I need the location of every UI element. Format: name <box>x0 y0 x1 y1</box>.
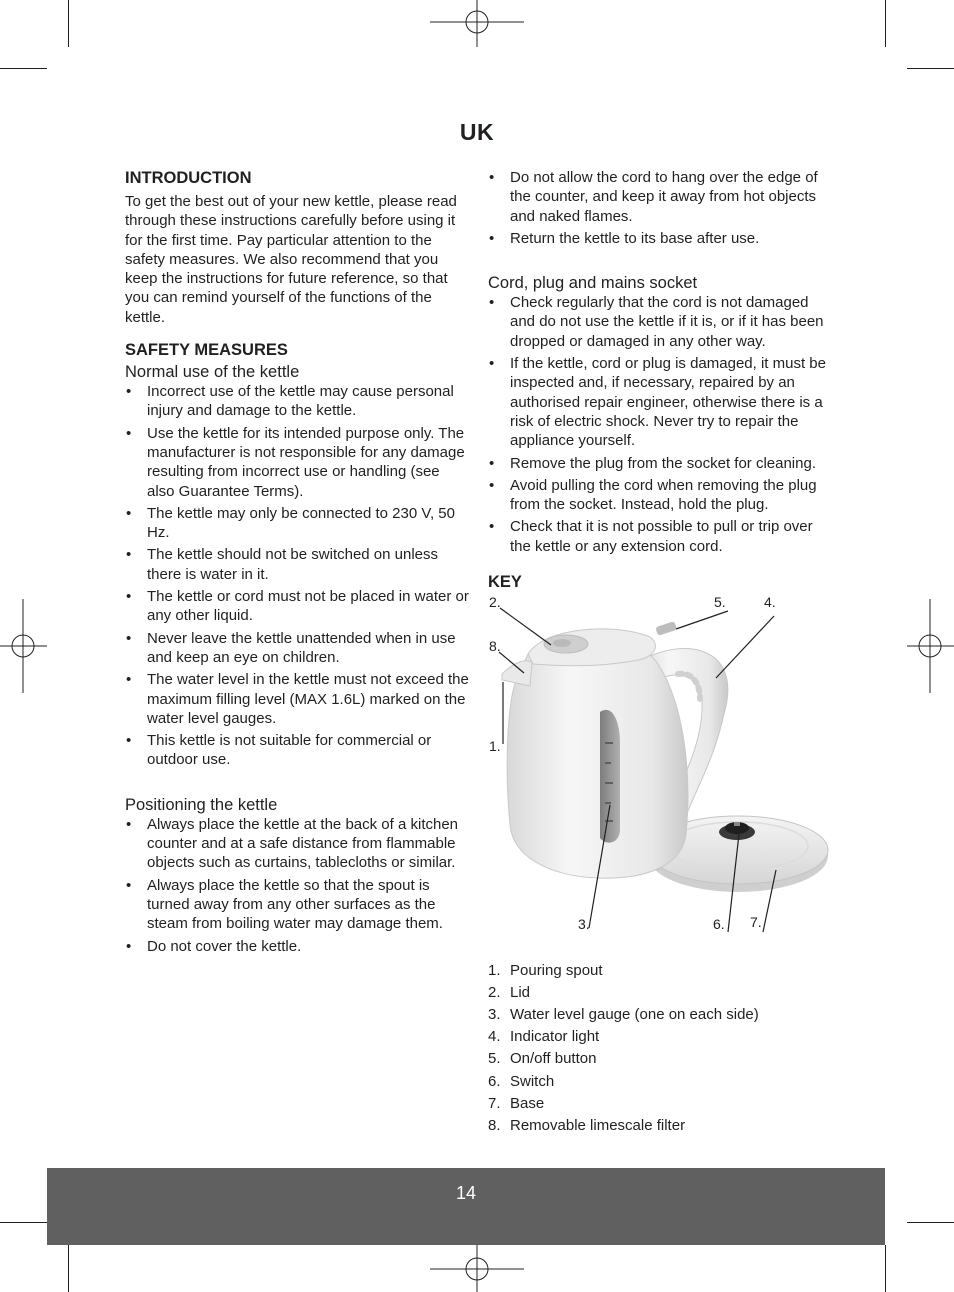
registration-mark-left <box>0 599 47 693</box>
crop-mark <box>907 1222 954 1223</box>
list-item: • Remove the plug from the socket for cleaning. <box>488 454 833 473</box>
key-item: 6. Switch <box>488 1072 555 1090</box>
page-footer <box>47 1168 885 1245</box>
normal-use-heading: Normal use of the kettle <box>125 363 300 382</box>
list-item: • Always place the kettle at the back of a kitchen counter and at a safe distance from flammable objects such as curtains, tablecloths or similar. <box>125 815 470 873</box>
callout-1: 1. <box>489 738 501 755</box>
list-item: • Avoid pulling the cord when removing the plug from the socket. Instead, hold the plug. <box>488 476 833 515</box>
positioning-heading: Positioning the kettle <box>125 795 278 814</box>
crop-mark <box>907 68 954 69</box>
key-list <box>488 961 833 1135</box>
list-item: • Do not cover the kettle. <box>125 937 470 956</box>
key-heading: KEY <box>488 573 522 592</box>
callout-6: 6. <box>713 916 725 933</box>
right-column <box>488 168 833 1138</box>
key-item: 5. On/off button <box>488 1050 597 1068</box>
crop-mark <box>0 1222 47 1223</box>
list-item: • This kettle is not suitable for commercial or outdoor use. <box>125 731 470 770</box>
key-item: 7. Base <box>488 1094 545 1112</box>
cord-heading: Cord, plug and mains socket <box>488 274 698 293</box>
key-item: 8. Removable limescale filter <box>488 1116 686 1134</box>
list-item: • The kettle should not be switched on unless there is water in it. <box>125 545 470 584</box>
page-number: 14 <box>455 1183 477 1203</box>
list-item: • Never leave the kettle unattended when in use and keep an eye on children. <box>125 629 470 668</box>
cord-list <box>488 293 833 556</box>
positioning-list <box>125 815 470 956</box>
list-item: • Do not allow the cord to hang over the edge of the counter, and keep it away from hot objects and naked flames. <box>488 168 833 226</box>
key-item: 3. Water level gauge (one on each side) <box>488 1006 759 1024</box>
callout-4: 4. <box>764 594 776 611</box>
key-item: 4. Indicator light <box>488 1028 600 1046</box>
key-item: 2. Lid <box>488 984 531 1002</box>
crop-mark <box>68 1245 69 1292</box>
safety-heading: SAFETY MEASURES <box>125 341 288 360</box>
left-column <box>125 168 470 959</box>
callout-8: 8. <box>489 638 501 655</box>
crop-mark <box>68 0 69 47</box>
kettle-figure <box>488 594 833 939</box>
kettle-illustration <box>488 594 833 939</box>
registration-mark-right <box>907 599 954 693</box>
callout-5: 5. <box>714 594 726 611</box>
registration-mark-bottom <box>430 1245 524 1292</box>
crop-mark <box>885 1245 886 1292</box>
list-item: • Always place the kettle so that the spout is turned away from any other surfaces as the steam from boiling water may damage them. <box>125 876 470 934</box>
crop-mark <box>0 68 47 69</box>
registration-mark-top <box>430 0 524 47</box>
crop-mark <box>885 0 886 47</box>
list-item: • Check regularly that the cord is not damaged and do not use the kettle if it is, or if it has been dropped or damaged in any other way. <box>488 293 833 351</box>
list-item: • Incorrect use of the kettle may cause personal injury and damage to the kettle. <box>125 382 470 421</box>
list-item: • Return the kettle to its base after use. <box>488 229 833 248</box>
callout-2: 2. <box>489 594 501 611</box>
list-item: • Check that it is not possible to pull or trip over the kettle or any extension cord. <box>488 517 833 556</box>
intro-heading: INTRODUCTION <box>125 169 252 187</box>
normal-use-list <box>125 382 470 770</box>
list-item: • The kettle or cord must not be placed in water or any other liquid. <box>125 587 470 626</box>
list-item: • The water level in the kettle must not exceed the maximum filling level (MAX 1.6L) marked on the water level gauges. <box>125 670 470 728</box>
key-item: 1. Pouring spout <box>488 962 603 980</box>
callout-7: 7. <box>750 914 762 931</box>
list-item: • The kettle may only be connected to 230 V, 50 Hz. <box>125 504 470 543</box>
callout-3: 3. <box>578 916 590 933</box>
list-item: • If the kettle, cord or plug is damaged, it must be inspected and, if necessary, repaired by an authorised repair engineer, otherwise there is a risk of electric shock. Never try to repair the appliance yourself. <box>488 354 833 450</box>
cord-general-list <box>488 168 833 248</box>
intro-text: To get the best out of your new kettle, please read through these instructions carefully before using it for the first time. Pay particular attention to the safety measures. We also recommend that you keep the instructions for future reference, so that you can remind yourself of the functions of the kettle. <box>125 193 457 326</box>
list-item: • Use the kettle for its intended purpose only. The manufacturer is not responsible for any damage resulting from incorrect use or handling (see also Guarantee Terms). <box>125 424 470 501</box>
language-heading: UK <box>459 119 495 145</box>
